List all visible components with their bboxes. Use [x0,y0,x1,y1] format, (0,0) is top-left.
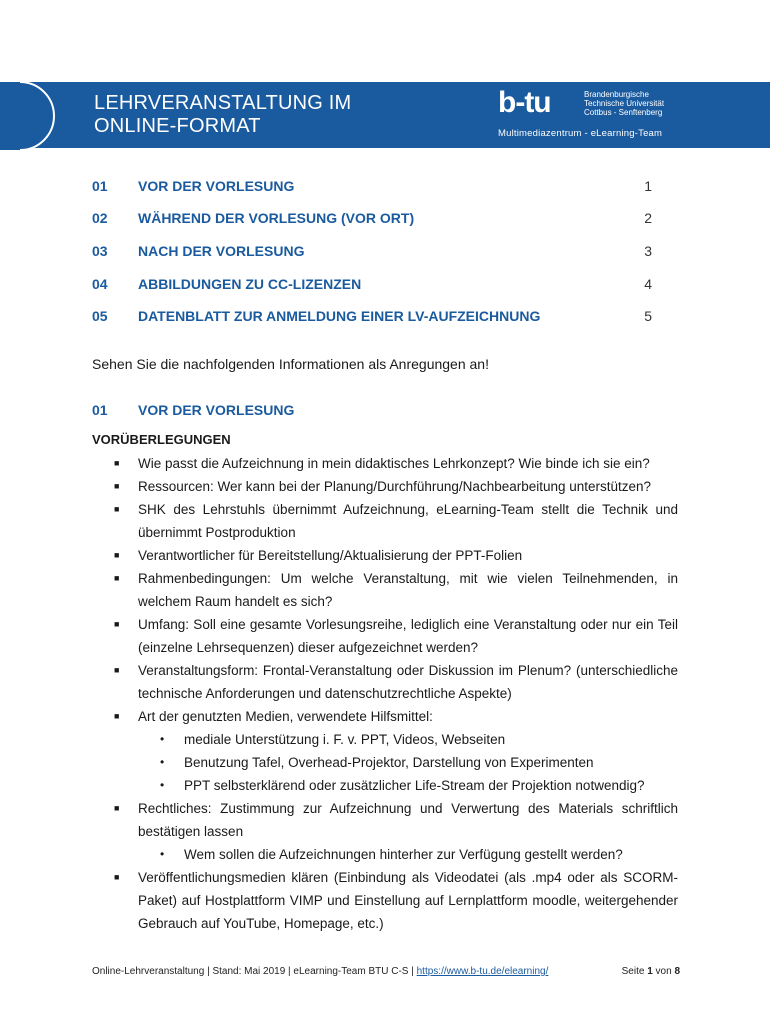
logo-mark: b-tu [498,86,551,119]
bullet-icon: ■ [114,619,120,629]
document-title [94,92,351,138]
toc-label: DATENBLATT ZUR ANMELDUNG EINER LV-AUFZEICHNUNG [138,308,541,324]
sub-list-item [138,843,678,866]
list-item-text: Veranstaltungsform: Frontal-Veranstaltung oder Diskussion im Plenum? (unterschiedliche technische Anforderungen und datenschutzrechtliche Aspekte) [138,663,678,701]
logo-uni-line2: Technische Universität [584,99,665,108]
sub-list [138,843,678,866]
toc-number: 04 [92,276,108,292]
logo-university-name [584,90,694,117]
toc-label: WÄHREND DER VORLESUNG (VOR ORT) [138,210,415,226]
page-indicator [622,966,680,977]
page-mid: von [652,966,675,977]
bullet-icon: ■ [114,711,120,721]
list-item [92,452,678,475]
toc-label: NACH DER VORLESUNG [138,243,305,259]
sub-list-item-text: PPT selbsterklärend oder zusätzlicher Life-Stream der Projektion notwendig? [184,778,645,793]
intro-text: Sehen Sie die nachfolgenden Informationen als Anregungen an! [92,356,489,372]
bullet-icon: • [160,778,165,792]
team-label: Multimediazentrum - eLearning-Team [498,128,663,139]
bullet-icon: ■ [114,481,120,491]
bullet-icon: ■ [114,803,120,813]
list-item [92,659,678,705]
list-item-text: Wie passt die Aufzeichnung in mein didaktisches Lehrkonzept? Wie binde ich sie ein? [138,456,650,471]
list-item [92,866,678,935]
list-item-text: Rechtliches: Zustimmung zur Aufzeichnung und Verwertung des Materials schriftlich bestätigen lassen [138,801,678,839]
list-item [92,498,678,544]
logo-uni-line3: Cottbus - Senftenberg [584,108,663,117]
bullet-icon: ■ [114,458,120,468]
bullet-icon: • [160,732,165,746]
page-total: 8 [674,966,680,977]
list-item-text: Umfang: Soll eine gesamte Vorlesungsreihe, lediglich eine Veranstaltung oder nur ein Teil (einzelne Lehrsequenzen) dieser aufgezeichnet werden? [138,617,678,655]
toc-page: 2 [644,210,652,226]
list-item-text: Rahmenbedingungen: Um welche Veranstaltung, mit wie vielen Teilnehmenden, in welchem Raum handelt es sich? [138,571,678,609]
bullet-list [92,452,678,935]
footer-text: Online-Lehrveranstaltung | Stand: Mai 2019 | eLearning-Team BTU C-S | [92,966,417,977]
list-item-text: Veröffentlichungsmedien klären (Einbindung als Videodatei (als .mp4 oder als SCORM-Paket) auf Hostplattform VIMP und Einstellung auf Lernplattform moodle, weitergehender Gebrauch auf YouTube, Homepage, etc.) [138,870,678,931]
page-footer [92,966,680,977]
document-title-line1: LEHRVERANSTALTUNG IM [94,92,352,114]
toc-page: 3 [644,243,652,259]
section-heading [92,402,295,418]
toc-page: 5 [644,308,652,324]
sub-list-item-text: mediale Unterstützung i. F. v. PPT, Videos, Webseiten [184,732,506,747]
bullet-icon: • [160,847,165,861]
bullet-icon: ■ [114,573,120,583]
toc-page: 1 [644,178,652,194]
list-item [92,475,678,498]
bullet-icon: ■ [114,550,120,560]
toc-item[interactable] [92,178,652,198]
bullet-icon: ■ [114,665,120,675]
list-item [92,567,678,613]
list-item-text: Verantwortlicher für Bereitstellung/Aktualisierung der PPT-Folien [138,548,523,563]
sub-list [138,728,678,797]
toc-item[interactable] [92,210,652,230]
bullet-icon: ■ [114,872,120,882]
list-item-text: SHK des Lehrstuhls übernimmt Aufzeichnung, eLearning-Team stellt die Technik und übernimmt Postproduktion [138,502,678,540]
page-prefix: Seite [621,966,648,977]
bullet-icon: • [160,755,165,769]
logo-uni-line1: Brandenburgische [584,90,649,99]
list-item [92,613,678,659]
section-title: VOR DER VORLESUNG [138,402,295,418]
toc-label: ABBILDUNGEN ZU CC-LIZENZEN [138,276,362,292]
decorative-circle-icon [0,76,80,156]
sub-list-item-text: Benutzung Tafel, Overhead-Projektor, Darstellung von Experimenten [184,755,594,770]
toc-number: 01 [92,178,108,194]
toc-number: 03 [92,243,108,259]
sub-list-item-text: Wem sollen die Aufzeichnungen hinterher zur Verfügung gestellt werden? [184,847,623,862]
list-item-text: Art der genutzten Medien, verwendete Hilfsmittel: [138,709,433,724]
toc-number: 05 [92,308,108,324]
list-item-text: Ressourcen: Wer kann bei der Planung/Durchführung/Nachbearbeitung unterstützen? [138,479,652,494]
page-number: 1 [647,966,653,977]
bullet-icon: ■ [114,504,120,514]
sub-list-item [138,728,678,751]
section-number: 01 [92,402,108,418]
toc-label: VOR DER VORLESUNG [138,178,295,194]
btu-logo [498,86,665,119]
list-item [92,797,678,866]
toc-item[interactable] [92,243,652,263]
toc-item[interactable] [92,276,652,296]
list-item [92,705,678,797]
toc-page: 4 [644,276,652,292]
document-title-line2: ONLINE-FORMAT [94,115,261,137]
sub-list-item [138,751,678,774]
toc-item[interactable] [92,308,652,328]
toc-number: 02 [92,210,108,226]
subheading: VORÜBERLEGUNGEN [92,432,231,447]
list-item [92,544,678,567]
sub-list-item [138,774,678,797]
footer-link[interactable]: https://www.b-tu.de/elearning/ [416,966,549,977]
